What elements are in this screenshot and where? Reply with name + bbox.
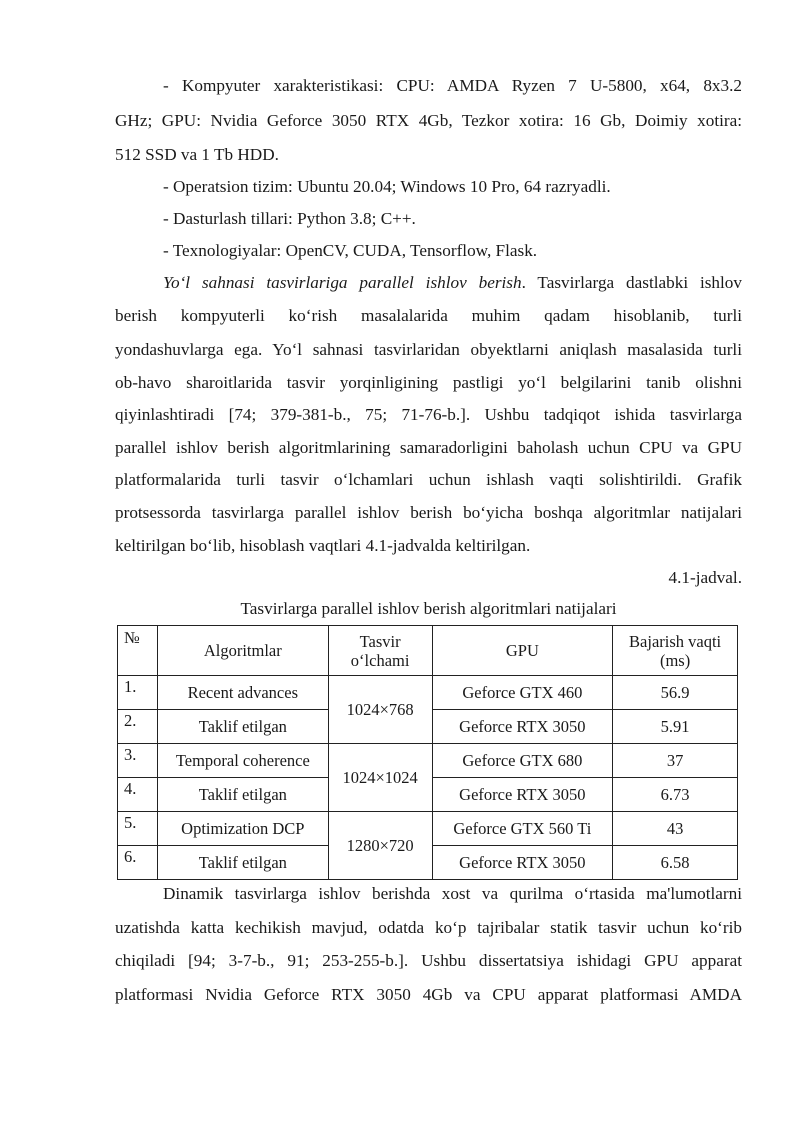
row-time: 6.58	[613, 846, 738, 880]
row-image-size: 1024×1024	[328, 744, 432, 812]
row-gpu: Geforce GTX 560 Ti	[432, 812, 613, 846]
paragraph1-line5: qiyinlashtiradi [74; 379-381-b., 75; 71-76-b.]. Ushbu tadqiqot ishida tasvirlarga	[115, 405, 742, 424]
row-algorithm: Optimization DCP	[157, 812, 328, 846]
table-row	[118, 812, 738, 846]
table-header-row	[118, 626, 738, 676]
paragraph1-line7: platformalarida turli tasvir o‘lchamlari uchun ishlash vaqti solishtirildi. Grafik	[115, 470, 742, 489]
paragraph2-line2: uzatishda katta kechikish mavjud, odatda ko‘p tajribalar statik tasvir uchun ko‘rib	[115, 918, 742, 937]
row-number: 1.	[118, 676, 158, 710]
header-image-size	[328, 626, 432, 676]
header-number: №	[118, 626, 158, 676]
paragraph1-line3: yondashuvlarga ega. Yo‘l sahnasi tasvirlaridan obyektlarni aniqlash masalasida turli	[115, 340, 742, 359]
header-execution-time	[613, 626, 738, 676]
row-time: 56.9	[613, 676, 738, 710]
bullet-hardware-line1: - Kompyuter xarakteristikasi: CPU: AMDA Ryzen 7 U-5800, x64, 8x3.2	[163, 76, 742, 95]
table-number-label: 4.1-jadval.	[668, 568, 742, 587]
paragraph2-line4: platformasi Nvidia Geforce RTX 3050 4Gb va CPU apparat platformasi AMDA	[115, 985, 742, 1004]
row-time: 37	[613, 744, 738, 778]
paragraph2-line3: chiqiladi [94; 3-7-b., 91; 253-255-b.]. Ushbu dissertatsiya ishidagi GPU apparat	[115, 951, 742, 970]
row-algorithm: Taklif etilgan	[157, 846, 328, 880]
row-gpu: Geforce GTX 460	[432, 676, 613, 710]
row-gpu: Geforce GTX 680	[432, 744, 613, 778]
paragraph1-line6: parallel ishlov berish algoritmlarining samaradorligini baholash uchun CPU va GPU	[115, 438, 742, 457]
paragraph1-line2: berish kompyuterli ko‘rish masalalarida muhim qadam hisoblanib, turli	[115, 306, 742, 325]
row-gpu: Geforce RTX 3050	[432, 778, 613, 812]
header-execution-time-line1: Bajarish vaqti	[629, 631, 722, 651]
paragraph1-lead-rest: . Tasvirlarga dastlabki ishlov	[521, 273, 742, 292]
paragraph1-lead-italic: Yo‘l sahnasi tasvirlariga parallel ishlov berish	[163, 273, 522, 292]
paragraph2-line1: Dinamik tasvirlarga ishlov berishda xost va qurilma o‘rtasida ma'lumotlarni	[163, 884, 742, 903]
row-algorithm: Taklif etilgan	[157, 778, 328, 812]
bullet-languages: - Dasturlash tillari: Python 3.8; C++.	[163, 209, 416, 228]
row-number: 4.	[118, 778, 158, 812]
header-algorithms: Algoritmlar	[157, 626, 328, 676]
row-time: 6.73	[613, 778, 738, 812]
table-row	[118, 744, 738, 778]
paragraph1-line1	[163, 272, 742, 294]
row-algorithm: Recent advances	[157, 676, 328, 710]
row-image-size: 1280×720	[328, 812, 432, 880]
results-table	[117, 625, 738, 880]
row-number: 2.	[118, 710, 158, 744]
bullet-technologies: - Texnologiyalar: OpenCV, CUDA, Tensorflow, Flask.	[163, 241, 538, 260]
paragraph1-line9: keltirilgan bo‘lib, hisoblash vaqtlari 4.1-jadvalda keltirilgan.	[115, 536, 531, 555]
row-time: 43	[613, 812, 738, 846]
row-algorithm: Temporal coherence	[157, 744, 328, 778]
paragraph1-line4: ob-havo sharoitlarida tasvir yorqinligining pastligi yo‘l belgilarini tanib olishni	[115, 373, 742, 392]
bullet-os: - Operatsion tizim: Ubuntu 20.04; Windows 10 Pro, 64 razryadli.	[163, 177, 611, 196]
row-time: 5.91	[613, 710, 738, 744]
row-gpu: Geforce RTX 3050	[432, 846, 613, 880]
row-number: 6.	[118, 846, 158, 880]
header-gpu: GPU	[432, 626, 613, 676]
table-row	[118, 676, 738, 710]
row-algorithm: Taklif etilgan	[157, 710, 328, 744]
row-number: 5.	[118, 812, 158, 846]
row-image-size: 1024×768	[328, 676, 432, 744]
header-image-size-line2: o‘lchami	[350, 650, 410, 670]
bullet-hardware-line2: GHz; GPU: Nvidia Geforce 3050 RTX 4Gb, Tezkor xotira: 16 Gb, Doimiy xotira:	[115, 111, 742, 130]
row-number: 3.	[118, 744, 158, 778]
bullet-hardware-line3: 512 SSD va 1 Tb HDD.	[115, 145, 279, 164]
table-title: Tasvirlarga parallel ishlov berish algoritmlari natijalari	[240, 599, 617, 618]
row-gpu: Geforce RTX 3050	[432, 710, 613, 744]
header-image-size-line1: Tasvir	[359, 631, 401, 651]
paragraph1-line8: protsessorda tasvirlarga parallel ishlov berish bo‘yicha boshqa algoritmlar natijalari	[115, 503, 742, 522]
header-execution-time-line2: (ms)	[659, 650, 691, 670]
